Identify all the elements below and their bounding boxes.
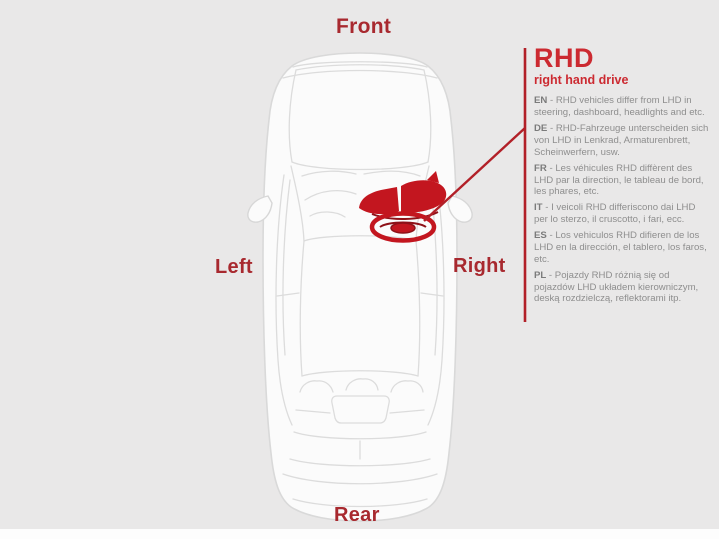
label-front: Front — [336, 15, 392, 38]
lang-text: Pojazdy RHD różnią się od pojazdów LHD układem kierowniczym, deską rozdzielczą, reflektorami itp. — [534, 269, 699, 305]
lang-text: Los vehiculos RHD difieren de los LHD en la dirección, el tablero, los faros, etc. — [534, 230, 707, 265]
lang-separator: - — [546, 162, 556, 174]
lang-code: FR — [534, 162, 547, 174]
lang-entry-pl — [534, 270, 710, 305]
lang-entry-de — [534, 123, 710, 158]
car-body — [248, 53, 472, 521]
lang-separator: - — [546, 230, 556, 242]
lang-code: DE — [534, 123, 548, 135]
lang-separator: - — [547, 123, 556, 135]
lang-text: RHD-Fahrzeuge unterscheiden sich von LHD in Lenkrad, Armaturenbrett, Scheinwerfern, usw. — [534, 123, 709, 158]
label-right: Right — [453, 255, 506, 277]
label-rear: Rear — [334, 504, 380, 526]
lang-text: I veicoli RHD differiscono dai LHD per lo sterzo, il cruscotto, i fari, ecc. — [534, 202, 696, 226]
lang-entry-fr — [534, 163, 710, 198]
panel-subtitle: right hand drive — [534, 73, 629, 88]
lang-code: IT — [534, 202, 543, 214]
lang-text: Les véhicules RHD diffèrent des LHD par la direction, le tableau de bord, les phares, etc. — [534, 162, 704, 198]
lang-entry-es — [534, 230, 710, 265]
lang-entry-en — [534, 95, 710, 118]
lang-entry-it — [534, 202, 710, 225]
label-left: Left — [215, 256, 253, 278]
rhd-info-panel — [534, 44, 710, 310]
lang-code: EN — [534, 95, 548, 107]
lang-code: PL — [534, 269, 547, 281]
lang-separator: - — [547, 95, 556, 107]
lang-separator: - — [542, 202, 552, 214]
panel-title: RHD — [534, 43, 594, 73]
lang-code: ES — [534, 230, 547, 242]
lang-text: RHD vehicles differ from LHD in steering, dashboard, headlights and etc. — [534, 95, 705, 119]
bottom-strip — [0, 529, 719, 539]
lang-separator: - — [546, 269, 555, 281]
language-entries — [534, 95, 710, 305]
